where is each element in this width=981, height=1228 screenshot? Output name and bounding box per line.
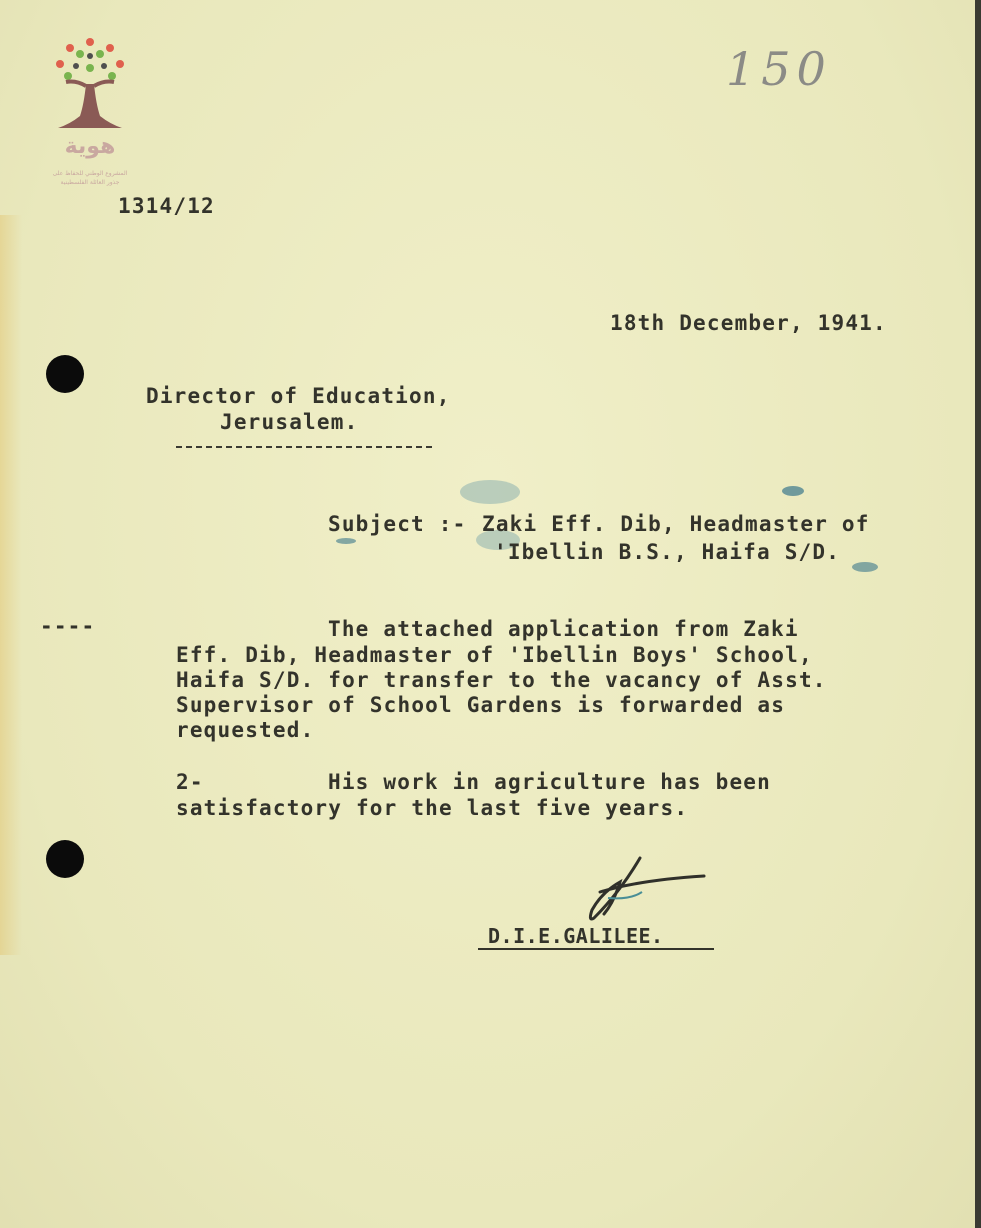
ink-smudge xyxy=(782,486,804,496)
body-p2-number: 2- xyxy=(176,770,204,794)
signature-block: D.I.E.GALILEE. xyxy=(488,924,664,948)
body-p2-line1: His work in agriculture has been xyxy=(328,770,771,794)
handwritten-folio-number: 150 xyxy=(726,42,832,96)
ink-smudge xyxy=(460,480,520,504)
logo-subtitle-line2: جذور العائلة الفلسطينية xyxy=(60,179,120,186)
subject-line2: 'Ibellin B.S., Haifa S/D. xyxy=(494,540,841,564)
ink-smudge xyxy=(852,562,878,572)
subject-line1: Zaki Eff. Dib, Headmaster of xyxy=(482,512,870,536)
body-p1-line3: Haifa S/D. for transfer to the vacancy of Asst. xyxy=(176,668,827,692)
logo-title: هوية xyxy=(64,134,116,159)
letter-date: 18th December, 1941. xyxy=(610,311,887,335)
subject-label: Subject :- xyxy=(328,512,467,536)
logo-subtitle-line1: المشروع الوطني للحفاظ على xyxy=(52,170,128,177)
body-p1-line4: Supervisor of School Gardens is forwarded as xyxy=(176,693,786,717)
handwritten-signature xyxy=(580,852,710,932)
margin-dash: ---- xyxy=(40,614,96,638)
file-number: 1314/12 xyxy=(118,194,215,218)
addressee-line2: Jerusalem. xyxy=(220,410,359,434)
body-p1-line2: Eff. Dib, Headmaster of 'Ibellin Boys' School, xyxy=(176,643,813,667)
punch-hole-top xyxy=(46,355,84,393)
paper-stain xyxy=(0,215,22,955)
addressee-line1: Director of Education, xyxy=(146,384,451,408)
signature-underline xyxy=(478,948,714,950)
punch-hole-bottom xyxy=(46,840,84,878)
body-p2-line2: satisfactory for the last five years. xyxy=(176,796,689,820)
addressee-dashed-rule xyxy=(176,446,432,448)
ink-smudge xyxy=(336,538,356,544)
body-p1-line5: requested. xyxy=(176,718,315,742)
body-p1-line1: The attached application from Zaki xyxy=(328,617,799,641)
archive-logo xyxy=(40,34,140,194)
tree-of-people-icon xyxy=(40,34,140,139)
page-edge xyxy=(975,0,981,1228)
